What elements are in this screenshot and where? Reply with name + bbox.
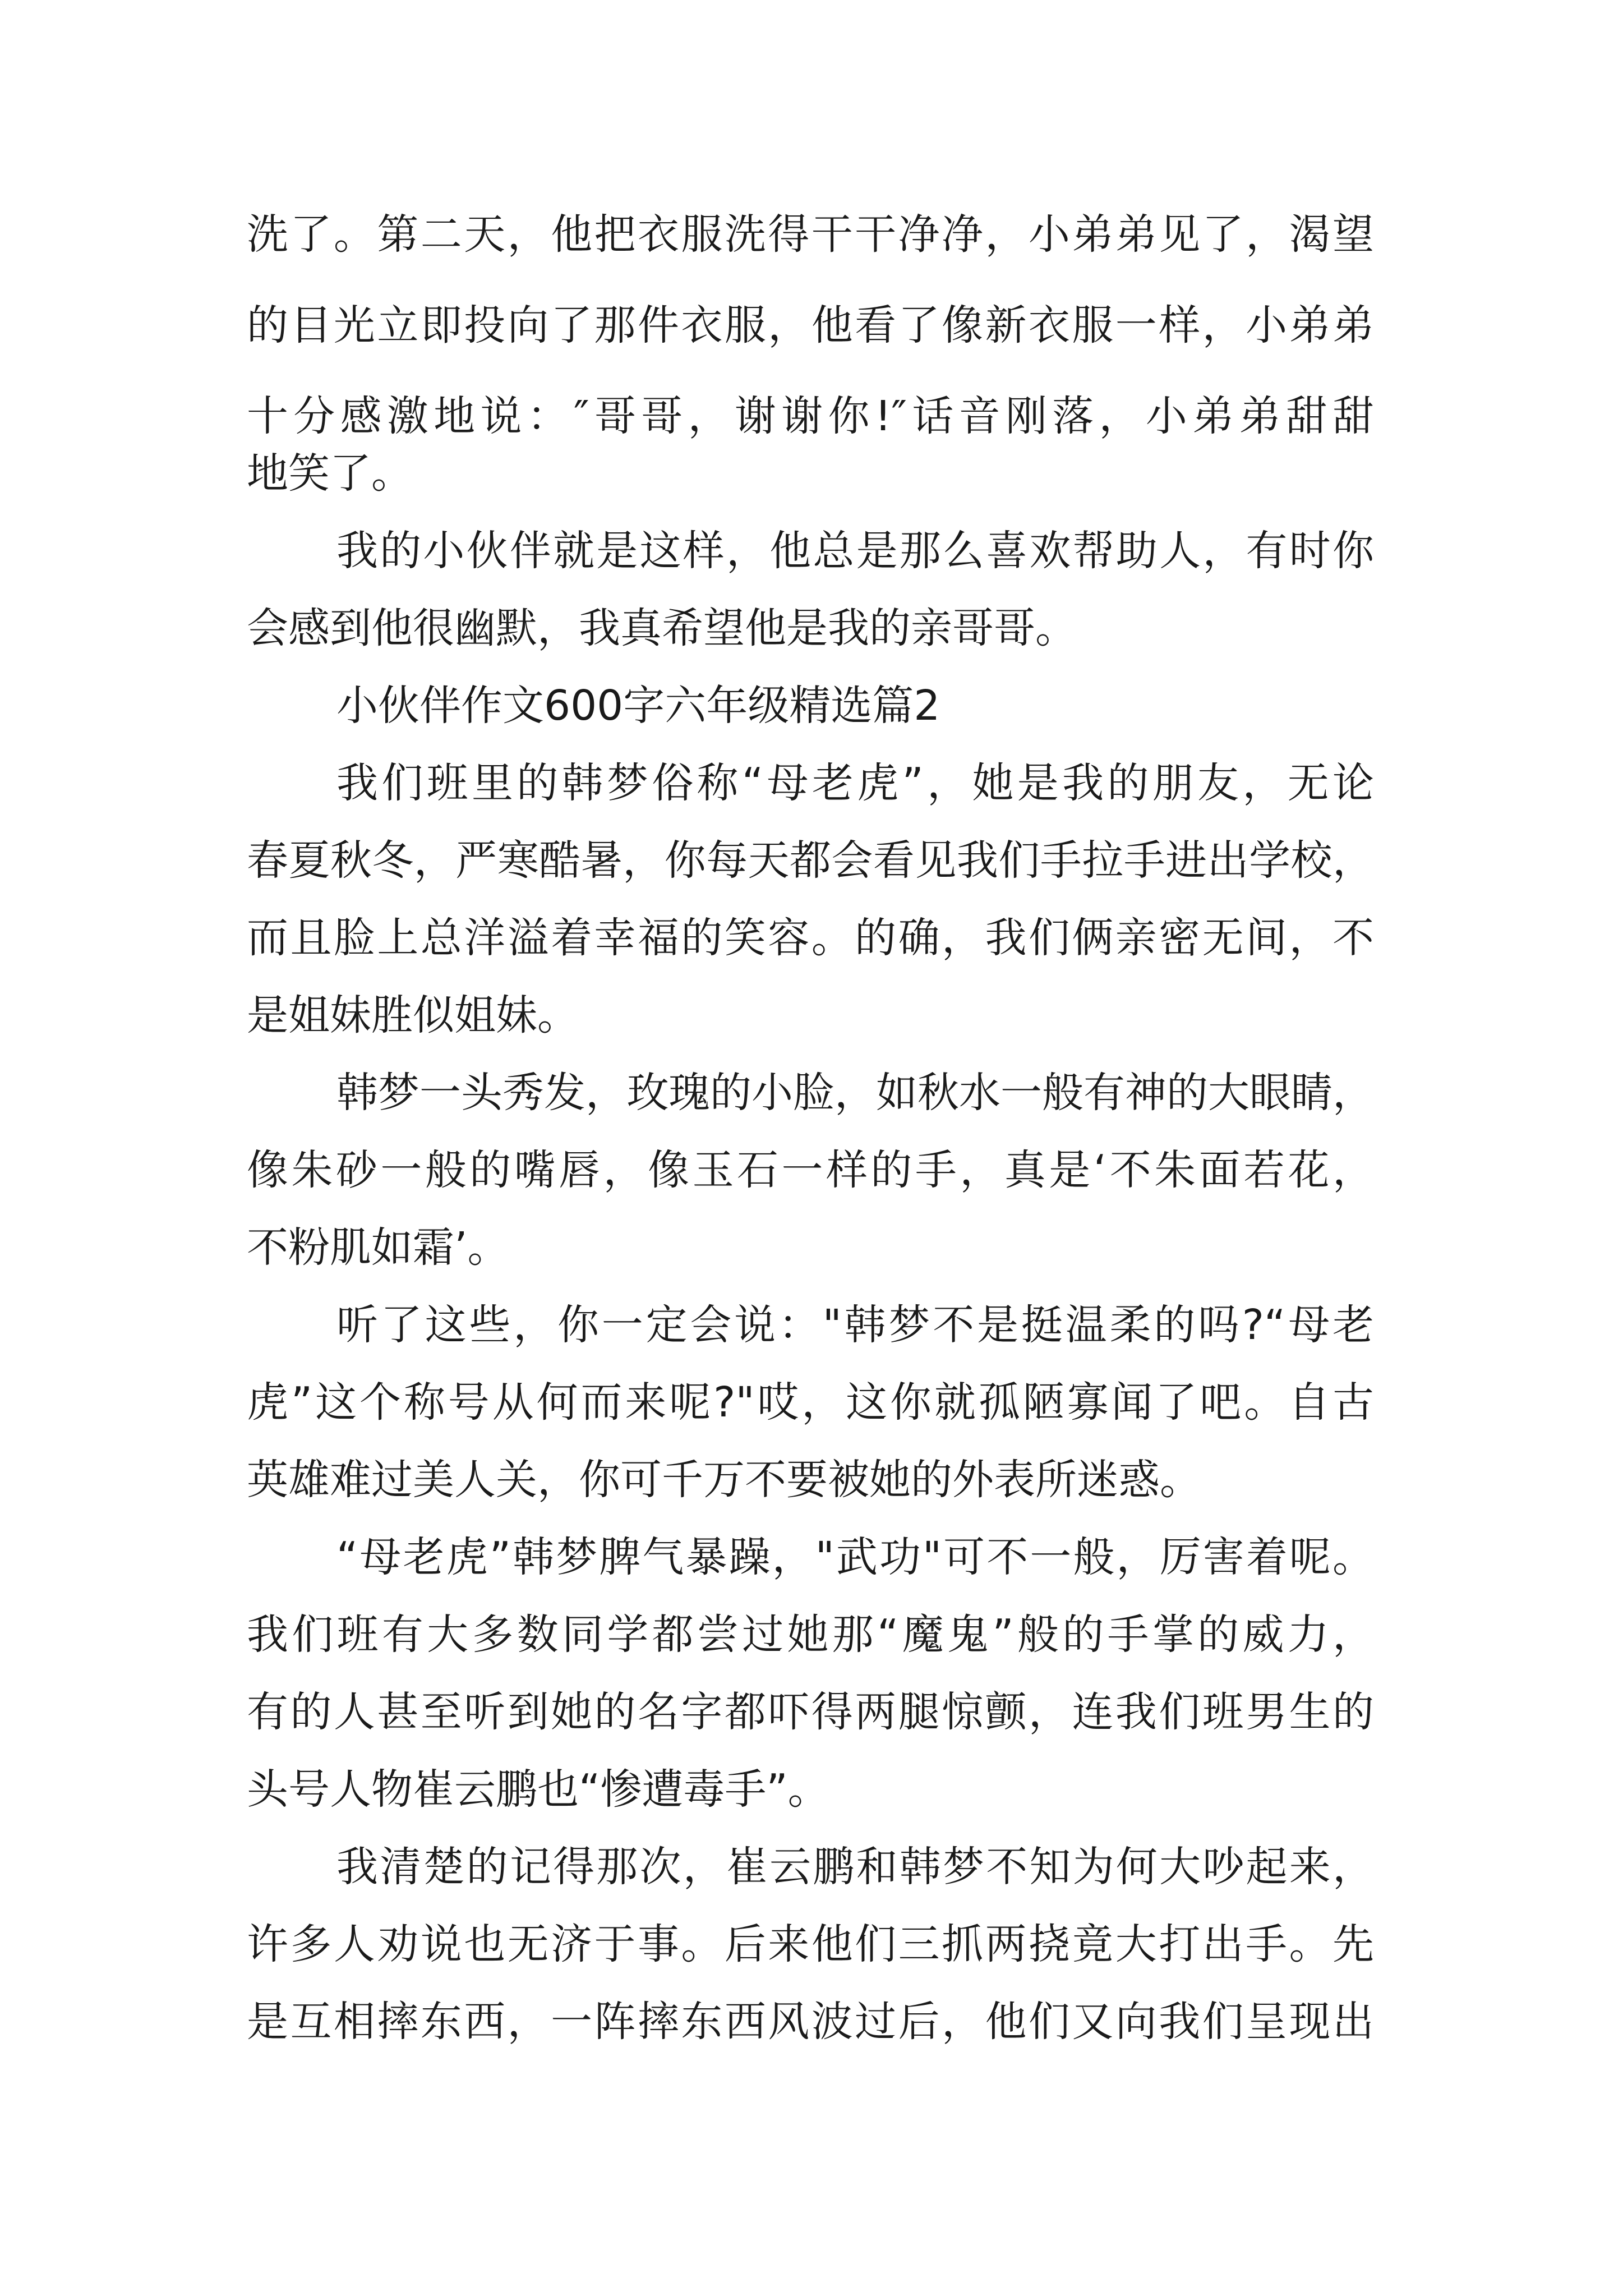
text-line: 的目光立即投向了那件衣服，他看了像新衣服一样，小弟弟 bbox=[247, 301, 1374, 349]
text-line: 是互相摔东西，一阵摔东西风波过后，他们又向我们呈现出 bbox=[247, 1998, 1374, 2046]
text-line: 春夏秋冬，严寒酷暑，你每天都会看见我们手拉手进出学校， bbox=[247, 836, 1374, 885]
text-line: 我们班有大多数同学都尝过她那“魔鬼”般的手掌的威力， bbox=[247, 1611, 1374, 1659]
text-line: 地笑了。 bbox=[247, 449, 413, 498]
text-line: 许多人劝说也无济于事。后来他们三抓两挠竟大打出手。先 bbox=[247, 1920, 1374, 1968]
text-line: 洗了。第二天，他把衣服洗得干干净净，小弟弟见了，渴望 bbox=[247, 210, 1374, 259]
text-line: “母老虎”韩梦脾气暴躁，"武功"可不一般，厉害着呢。 bbox=[336, 1533, 1374, 1581]
text-line: 我清楚的记得那次，崔云鹏和韩梦不知为何大吵起来， bbox=[336, 1843, 1374, 1891]
text-line: 十分感激地说：″哥哥，谢谢你!″话音刚落，小弟弟甜甜 bbox=[247, 392, 1374, 440]
text-line: 头号人物崔云鹏也“惨遭毒手”。 bbox=[247, 1765, 829, 1814]
text-line: 听了这些，你一定会说："韩梦不是挺温柔的吗?“母老 bbox=[336, 1301, 1374, 1349]
text-line: 英雄难过美人关，你可千万不要被她的外表所迷惑。 bbox=[247, 1456, 1201, 1504]
text-line: 我们班里的韩梦俗称“母老虎”，她是我的朋友，无论 bbox=[336, 759, 1374, 807]
section-heading: 小伙伴作文600字六年级精选篇2 bbox=[336, 682, 940, 730]
text-line: 不粉肌如霜’。 bbox=[247, 1223, 509, 1272]
text-line: 我的小伙伴就是这样，他总是那么喜欢帮助人，有时你 bbox=[336, 527, 1374, 575]
text-line: 而且脸上总洋溢着幸福的笑容。的确，我们俩亲密无间，不 bbox=[247, 914, 1374, 962]
text-line: 有的人甚至听到她的名字都吓得两腿惊颤，连我们班男生的 bbox=[247, 1688, 1374, 1736]
text-line: 像朱砂一般的嘴唇，像玉石一样的手，真是‘不朱面若花， bbox=[247, 1146, 1374, 1194]
text-line: 会感到他很幽默，我真希望他是我的亲哥哥。 bbox=[247, 604, 1077, 652]
text-line: 虎”这个称号从何而来呢?"哎，这你就孤陋寡闻了吧。自古 bbox=[247, 1378, 1374, 1427]
text-line: 是姐妹胜似姐妹。 bbox=[247, 991, 579, 1039]
text-line: 韩梦一头秀发，玫瑰的小脸，如秋水一般有神的大眼睛， bbox=[336, 1069, 1374, 1117]
